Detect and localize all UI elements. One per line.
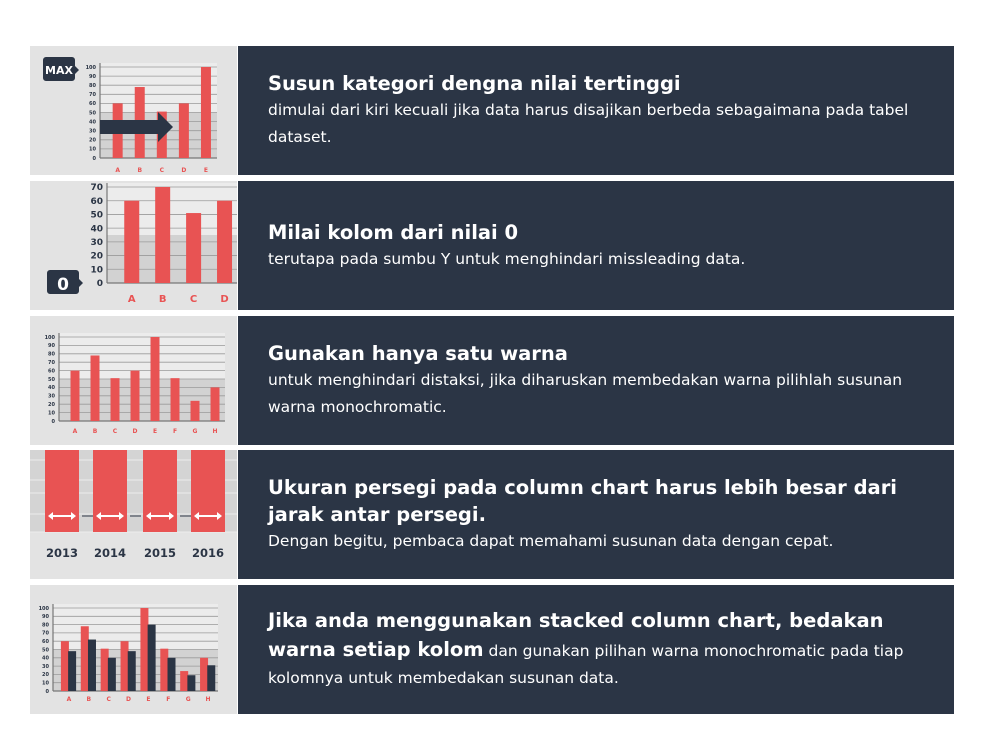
y-tick-label: 10: [42, 680, 49, 687]
x-tick-label: F: [172, 428, 178, 435]
y-tick-label: 0: [96, 279, 103, 290]
plot-area-upper: [59, 333, 225, 379]
y-tick-label: 90: [89, 73, 96, 80]
grouped-column-chart: [30, 585, 237, 714]
bar-H: [211, 387, 220, 421]
bar-C: [111, 378, 120, 421]
zero-baseline-chart: [30, 181, 237, 310]
y-tick-label: 20: [89, 137, 96, 144]
x-tick-label: B: [92, 428, 98, 435]
y-tick-label: 80: [89, 82, 96, 89]
zero-badge-label: 0: [57, 275, 69, 295]
y-tick-label: 50: [42, 647, 49, 654]
y-tick-label: 100: [44, 334, 55, 341]
bar-G: [191, 401, 200, 421]
tip-row-5: [30, 585, 954, 714]
x-tick-label: C: [189, 294, 198, 305]
y-tick-label: 30: [89, 128, 96, 135]
year-label: 2015: [143, 546, 177, 560]
bar-D-red: [121, 641, 129, 691]
y-tick-label: 40: [90, 224, 103, 235]
y-tick-label: 10: [89, 146, 96, 153]
chart-panel-1: [30, 46, 237, 175]
plot-area-upper: [53, 604, 218, 650]
y-tick-label: 40: [89, 119, 96, 126]
y-tick-label: 20: [48, 401, 55, 408]
year-label: 2014: [93, 546, 127, 560]
bar-A-red: [61, 641, 69, 691]
bar-2014: [93, 450, 127, 532]
chart-panel-3: [30, 316, 237, 445]
tip-row-2: [30, 181, 954, 310]
x-tick-label: G: [185, 696, 191, 703]
chart-panel-2: [30, 181, 237, 310]
tip-title: Gunakan hanya satu warna: [268, 342, 568, 365]
y-tick-label: 20: [42, 672, 49, 679]
tip-text-3: [238, 316, 954, 445]
y-tick-label: 0: [51, 418, 55, 425]
tip-title: Jika anda menggunakan stacked column chart, bedakan warna setiap kolom: [268, 609, 884, 661]
x-tick-label: D: [132, 428, 138, 435]
x-tick-label: E: [152, 428, 158, 435]
bar-2013: [45, 450, 79, 532]
bar-F-dark: [168, 658, 176, 691]
bar-D: [217, 201, 232, 283]
y-tick-label: 40: [42, 655, 49, 662]
tip-text-4: [238, 450, 954, 579]
max-first-chart: [30, 46, 237, 175]
chart-panel-4: [30, 450, 237, 579]
y-tick-label: 50: [90, 210, 103, 221]
y-tick-label: 20: [90, 251, 103, 262]
x-tick-label: B: [158, 294, 167, 305]
y-tick-label: 60: [90, 196, 103, 207]
bar-F-red: [160, 649, 168, 691]
bar-2015: [143, 450, 177, 532]
y-tick-label: 30: [48, 393, 55, 400]
bar-E-dark: [148, 625, 156, 691]
x-tick-label: A: [127, 294, 136, 305]
y-tick-label: 60: [89, 101, 96, 108]
tip-body: dimulai dari kiri kecuali jika data harus disajikan berbeda sebagaimana pada tabel dataset.: [268, 101, 909, 146]
bar-width-chart: [30, 450, 237, 579]
y-tick-label: 10: [90, 265, 103, 276]
x-tick-label: B: [137, 167, 143, 174]
x-tick-label: G: [192, 428, 198, 435]
tip-body: untuk menghindari distaksi, jika diharuskan membedakan warna pilihlah susunan warna monochromatic.: [268, 371, 903, 416]
tip-body-text: dan gunakan pilihan warna monochromatic pada tiap kolomnya untuk membedakan susunan data.: [268, 642, 904, 687]
bar-D: [131, 371, 140, 421]
y-tick-label: 30: [90, 238, 103, 249]
y-tick-label: 100: [85, 64, 96, 71]
y-tick-label: 80: [48, 351, 55, 358]
x-tick-label: B: [86, 696, 92, 703]
chart-panel-5: [30, 585, 237, 714]
x-tick-label: F: [166, 696, 171, 703]
bar-H-red: [200, 658, 208, 691]
bar-H-dark: [207, 665, 215, 691]
y-tick-label: 70: [90, 183, 103, 194]
tip-row-3: [30, 316, 954, 445]
y-tick-label: 60: [48, 368, 55, 375]
bar-B-dark: [88, 640, 96, 691]
y-tick-label: 40: [48, 385, 55, 392]
y-tick-label: 50: [48, 376, 55, 383]
x-tick-label: A: [115, 167, 120, 174]
y-tick-label: 0: [92, 155, 96, 162]
bar-D-dark: [128, 651, 136, 691]
bar-D: [179, 103, 189, 158]
x-tick-label: H: [212, 428, 218, 435]
bar-C-dark: [108, 658, 116, 691]
x-tick-label: D: [220, 294, 229, 305]
y-tick-label: 50: [89, 110, 96, 117]
year-label: 2016: [191, 546, 225, 560]
y-tick-label: 80: [42, 622, 49, 629]
bar-A: [124, 201, 139, 283]
y-tick-label: 70: [42, 630, 49, 637]
bar-A: [71, 371, 80, 421]
bar-C: [186, 213, 201, 283]
y-tick-label: 100: [38, 605, 49, 612]
bar-E: [151, 337, 160, 421]
x-tick-label: E: [146, 696, 151, 703]
y-tick-label: 90: [42, 614, 49, 621]
tip-title: Milai kolom dari nilai 0: [268, 220, 519, 244]
tip-text-2: [238, 181, 954, 310]
x-tick-label: C: [159, 167, 165, 174]
y-tick-label: 0: [45, 688, 49, 695]
bar-B-red: [81, 626, 89, 691]
x-tick-label: E: [203, 167, 209, 174]
single-color-chart: [30, 316, 237, 445]
y-tick-label: 60: [42, 638, 49, 645]
tip-body: [268, 607, 924, 692]
y-tick-label: 10: [48, 410, 55, 417]
bar-B: [91, 355, 100, 421]
x-tick-label: C: [106, 696, 111, 703]
bar-A-dark: [68, 651, 76, 691]
plot-area-lower: [59, 379, 225, 421]
tip-text-5: [238, 585, 954, 714]
bar-E: [201, 67, 211, 158]
bar-B: [155, 187, 170, 283]
year-label: 2013: [45, 546, 79, 560]
y-tick-label: 70: [48, 359, 55, 366]
y-tick-label: 30: [42, 663, 49, 670]
x-tick-label: D: [181, 167, 187, 174]
x-tick-label: A: [72, 428, 78, 435]
bar-F: [171, 378, 180, 421]
bar-E-red: [140, 608, 148, 691]
tip-title: Ukuran persegi pada column chart harus lebih besar dari jarak antar persegi.: [268, 476, 897, 526]
x-tick-label: H: [205, 696, 211, 703]
bar-G-red: [180, 671, 188, 691]
x-tick-label: C: [112, 428, 118, 435]
bar-2016: [191, 450, 225, 532]
bar-G-dark: [187, 675, 195, 691]
tip-title: Susun kategori dengna nilai tertinggi: [268, 72, 681, 95]
max-badge-label: MAX: [45, 64, 73, 77]
tip-row-1: [30, 46, 954, 175]
bar-C-red: [101, 649, 109, 691]
x-tick-label: A: [66, 696, 72, 703]
y-tick-label: 90: [48, 343, 55, 350]
y-tick-label: 70: [89, 92, 96, 99]
tip-body: terutapa pada sumbu Y untuk menghindari missleading data.: [268, 249, 746, 268]
tip-text-1: [238, 46, 954, 175]
tip-row-4: [30, 450, 954, 579]
tip-body: Dengan begitu, pembaca dapat memahami susunan data dengan cepat.: [268, 532, 834, 550]
x-tick-label: D: [126, 696, 132, 703]
